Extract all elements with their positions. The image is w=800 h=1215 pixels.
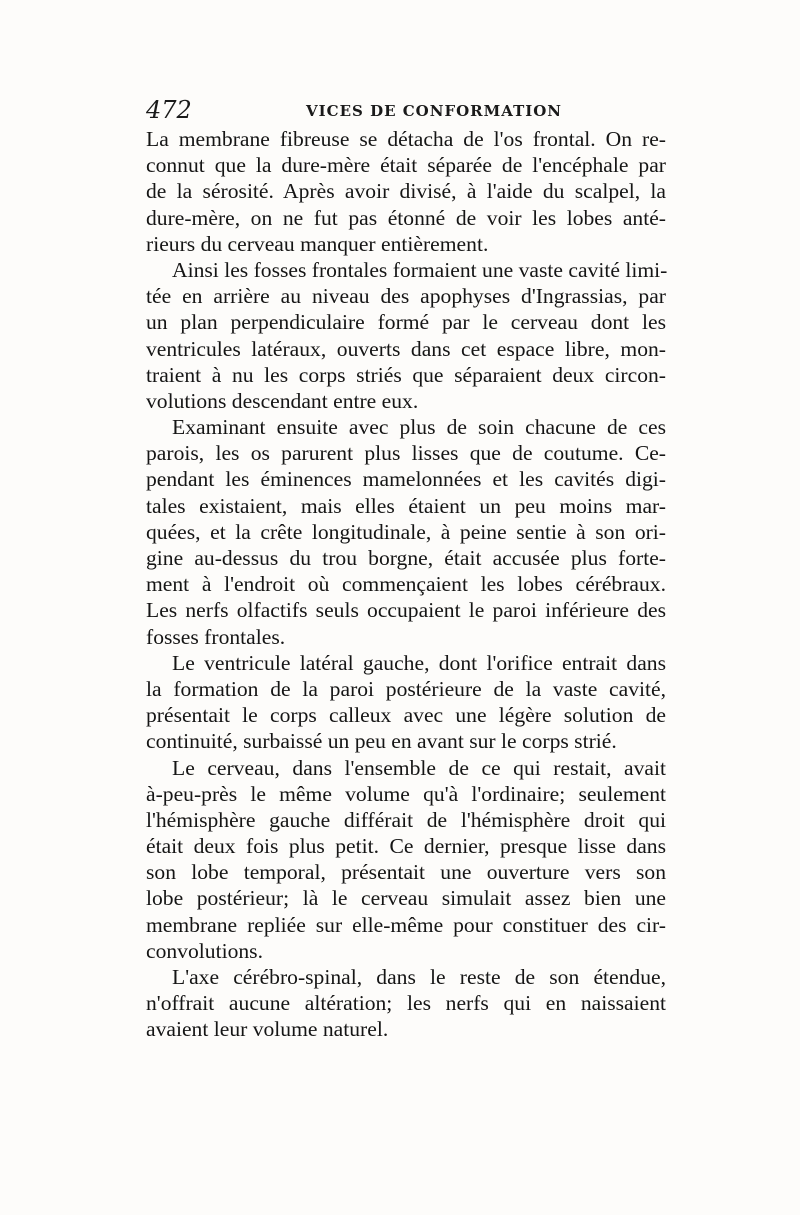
text-line: traient à nu les corps striés que séparaient deux circon- (146, 362, 666, 387)
text-line: connut que la dure-mère était séparée de l'encéphale par (146, 153, 666, 178)
page-header (146, 96, 664, 126)
text-line: membrane repliée sur elle-même pour constituer des cir- (146, 912, 666, 937)
text-line: parois, les os parurent plus lisses que de coutume. Ce- (146, 441, 666, 466)
text-line: Examinant ensuite avec plus de soin chacune de ces (172, 415, 666, 440)
text-line: gine au-dessus du trou borgne, était accusée plus forte- (146, 546, 666, 570)
text-line: Ainsi les fosses frontales formaient une vaste cavité limi- (172, 257, 668, 282)
text-line: Le ventricule latéral gauche, dont l'orifice entrait dans (172, 650, 666, 675)
text-line: un plan perpendiculaire formé par le cerveau dont les (146, 310, 666, 335)
text-line: était deux fois plus petit. Ce dernier, presque lisse dans (146, 834, 666, 859)
text-line: lobe postérieur; là le cerveau simulait assez bien une (146, 886, 666, 911)
text-line: tales existaient, mais elles étaient un peu moins mar- (146, 493, 666, 518)
text-line: dure-mère, on ne fut pas étonné de voir les lobes anté- (146, 205, 666, 230)
text-line: quées, et la crête longitudinale, à peine sentie à son ori- (146, 519, 666, 544)
text-line: son lobe temporal, présentait une ouverture vers son (146, 860, 666, 885)
text-line: la formation de la paroi postérieure de la vaste cavité, (146, 676, 666, 701)
text-line: ventricules latéraux, ouverts dans cet espace libre, mon- (146, 336, 666, 361)
body-text (146, 126, 666, 1043)
text-line: de la sérosité. Après avoir divisé, à l'aide du scalpel, la (146, 179, 666, 204)
text-line: tée en arrière au niveau des apophyses d'Ingrassias, par (146, 284, 666, 309)
text-line: continuité, surbaissé un peu en avant sur le corps strié. (146, 729, 617, 754)
text-line: présentait le corps calleux avec une légère solution de (146, 703, 666, 728)
text-line: L'axe cérébro-spinal, dans le reste de son étendue, (172, 965, 666, 989)
text-line: Le cerveau, dans l'ensemble de ce qui restait, avait (172, 755, 666, 780)
text-line: avaient leur volume naturel. (146, 1017, 389, 1042)
page-number: 472 (146, 96, 192, 124)
running-title: VICES DE CONFORMATION (306, 102, 563, 120)
text-line: fosses frontales. (146, 624, 286, 649)
text-line: n'offrait aucune altération; les nerfs qui en naissaient (146, 991, 666, 1016)
text-line: Les nerfs olfactifs seuls occupaient le paroi inférieure des (146, 598, 666, 623)
text-line: ment à l'endroit où commençaient les lobes cérébraux. (146, 572, 666, 597)
text-line: rieurs du cerveau manquer entièrement. (146, 231, 489, 256)
text-line: pendant les éminences mamelonnées et les cavités digi- (146, 467, 666, 492)
text-line: La membrane fibreuse se détacha de l'os frontal. On re- (146, 127, 666, 151)
text-line: à-peu-près le même volume qu'à l'ordinaire; seulement (146, 781, 666, 806)
text-line: convolutions. (146, 938, 263, 963)
text-line: l'hémisphère gauche différait de l'hémisphère droit qui (146, 807, 666, 832)
text-line: volutions descendant entre eux. (146, 388, 419, 413)
